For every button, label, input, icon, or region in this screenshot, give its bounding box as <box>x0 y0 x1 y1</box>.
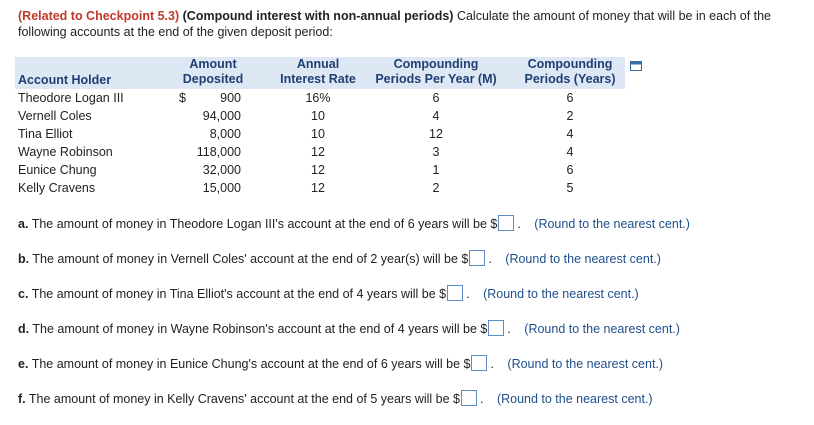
periods-per-year-cell: 1 <box>432 163 440 177</box>
periods-years-cell: 4 <box>566 145 574 159</box>
header-account-holder: Account Holder <box>18 73 112 87</box>
periods-years-cell: 6 <box>566 163 574 177</box>
header-amount-line2: Deposited <box>182 72 244 86</box>
rate-cell: 16% <box>305 91 331 105</box>
table-row <box>15 179 625 197</box>
header-years-line1: Compounding <box>527 57 613 71</box>
amount-cell: 900 <box>220 91 241 105</box>
periods-years-cell: 6 <box>566 91 574 105</box>
periods-per-year-cell: 3 <box>432 145 440 159</box>
amount-cell: 94,000 <box>202 109 241 123</box>
rounding-hint: (Round to the nearest cent.) <box>496 392 653 406</box>
dollar-sign: $ <box>179 91 186 105</box>
question-text: The amount of money in Tina Elliot's account at the end of 4 years will be $ <box>31 287 447 301</box>
header-periods-years <box>515 57 625 87</box>
table-row <box>15 125 625 143</box>
question-a: a. The amount of money in Theodore Logan III's account at the end of 6 years will be $ . (Round to the nearest cent.) <box>18 217 690 231</box>
question-letter: c. <box>18 287 29 301</box>
account-holder-cell: Eunice Chung <box>18 163 97 177</box>
header-rate-line1: Annual <box>296 57 340 71</box>
rate-cell: 12 <box>311 145 325 159</box>
rate-cell: 12 <box>311 181 325 195</box>
rounding-hint: (Round to the nearest cent.) <box>534 217 690 231</box>
account-holder-cell: Vernell Coles <box>18 109 92 123</box>
question-e: e. The amount of money in Eunice Chung's account at the end of 6 years will be $ . (Round to the nearest cent.) <box>18 357 664 371</box>
problem-topic: (Compound interest with non-annual periods) <box>182 9 454 23</box>
rate-cell: 10 <box>311 127 325 141</box>
question-text: The amount of money in Eunice Chung's account at the end of 6 years will be $ <box>31 357 471 371</box>
account-holder-cell: Theodore Logan III <box>18 91 124 105</box>
rate-cell: 10 <box>311 109 325 123</box>
accounts-table <box>15 57 625 197</box>
account-holder-cell: Wayne Robinson <box>18 145 113 159</box>
answer-input-c[interactable] <box>447 285 463 301</box>
header-amount-line1: Amount <box>189 57 237 71</box>
rounding-hint: (Round to the nearest cent.) <box>483 287 639 301</box>
table-row <box>15 161 625 179</box>
question-letter: d. <box>18 322 30 336</box>
amount-cell: 15,000 <box>202 181 241 195</box>
rate-cell: 12 <box>311 163 325 177</box>
question-c: c. The amount of money in Tina Elliot's account at the end of 4 years will be $ . (Round to the nearest cent.) <box>18 287 639 301</box>
question-letter: e. <box>18 357 29 371</box>
question-letter: a. <box>18 217 29 231</box>
periods-years-cell: 2 <box>566 109 574 123</box>
amount-cell: 118,000 <box>196 145 241 159</box>
periods-per-year-cell: 12 <box>429 127 443 141</box>
question-b: b. The amount of money in Vernell Coles' account at the end of 2 year(s) will be $ . (Round to the nearest cent.) <box>18 252 661 266</box>
answer-input-e[interactable] <box>471 355 487 371</box>
header-ppy-line1: Compounding <box>393 57 479 71</box>
header-years-line2: Periods (Years) <box>524 72 616 86</box>
answer-input-d[interactable] <box>488 320 504 336</box>
header-interest-rate <box>273 57 363 87</box>
table-row <box>15 107 625 125</box>
answer-input-a[interactable] <box>498 215 514 231</box>
question-text: The amount of money in Wayne Robinson's account at the end of 4 years will be $ <box>32 322 488 336</box>
periods-years-cell: 4 <box>566 127 574 141</box>
rounding-hint: (Round to the nearest cent.) <box>524 322 680 336</box>
header-rate-line2: Interest Rate <box>280 72 356 86</box>
header-amount-deposited <box>173 57 253 87</box>
question-text: The amount of money in Vernell Coles' account at the end of 2 year(s) will be $ <box>32 252 469 266</box>
question-letter: b. <box>18 252 30 266</box>
periods-per-year-cell: 4 <box>432 109 440 123</box>
copy-table-icon[interactable] <box>630 61 642 71</box>
question-text: The amount of money in Theodore Logan III's account at the end of 6 years will be $ <box>31 217 498 231</box>
header-ppy-line2: Periods Per Year (M) <box>375 72 497 86</box>
periods-years-cell: 5 <box>566 181 574 195</box>
table-row <box>15 89 625 107</box>
amount-cell: 8,000 <box>209 127 241 141</box>
amount-cell: 32,000 <box>202 163 241 177</box>
periods-per-year-cell: 6 <box>432 91 440 105</box>
question-f: f. The amount of money in Kelly Cravens' account at the end of 5 years will be $ . (Round to the nearest cent.) <box>18 392 653 406</box>
table-row <box>15 143 625 161</box>
header-periods-per-year <box>370 57 502 87</box>
question-d: d. The amount of money in Wayne Robinson's account at the end of 4 years will be $ . (Round to the nearest cent.) <box>18 322 680 336</box>
question-text: The amount of money in Kelly Cravens' account at the end of 5 years will be $ <box>28 392 460 406</box>
rounding-hint: (Round to the nearest cent.) <box>505 252 661 266</box>
problem-text: Calculate the amount of money that will be in each of the following accounts at the end of the given deposit period: <box>18 9 772 39</box>
answer-input-f[interactable] <box>461 390 477 406</box>
problem-intro <box>18 8 808 40</box>
question-letter: f. <box>18 392 26 406</box>
account-holder-cell: Tina Elliot <box>18 127 73 141</box>
answer-input-b[interactable] <box>469 250 485 266</box>
account-holder-cell: Kelly Cravens <box>18 181 96 195</box>
rounding-hint: (Round to the nearest cent.) <box>507 357 664 371</box>
periods-per-year-cell: 2 <box>432 181 440 195</box>
checkpoint-reference: (Related to Checkpoint 5.3) <box>18 9 180 23</box>
table-header <box>15 57 625 89</box>
